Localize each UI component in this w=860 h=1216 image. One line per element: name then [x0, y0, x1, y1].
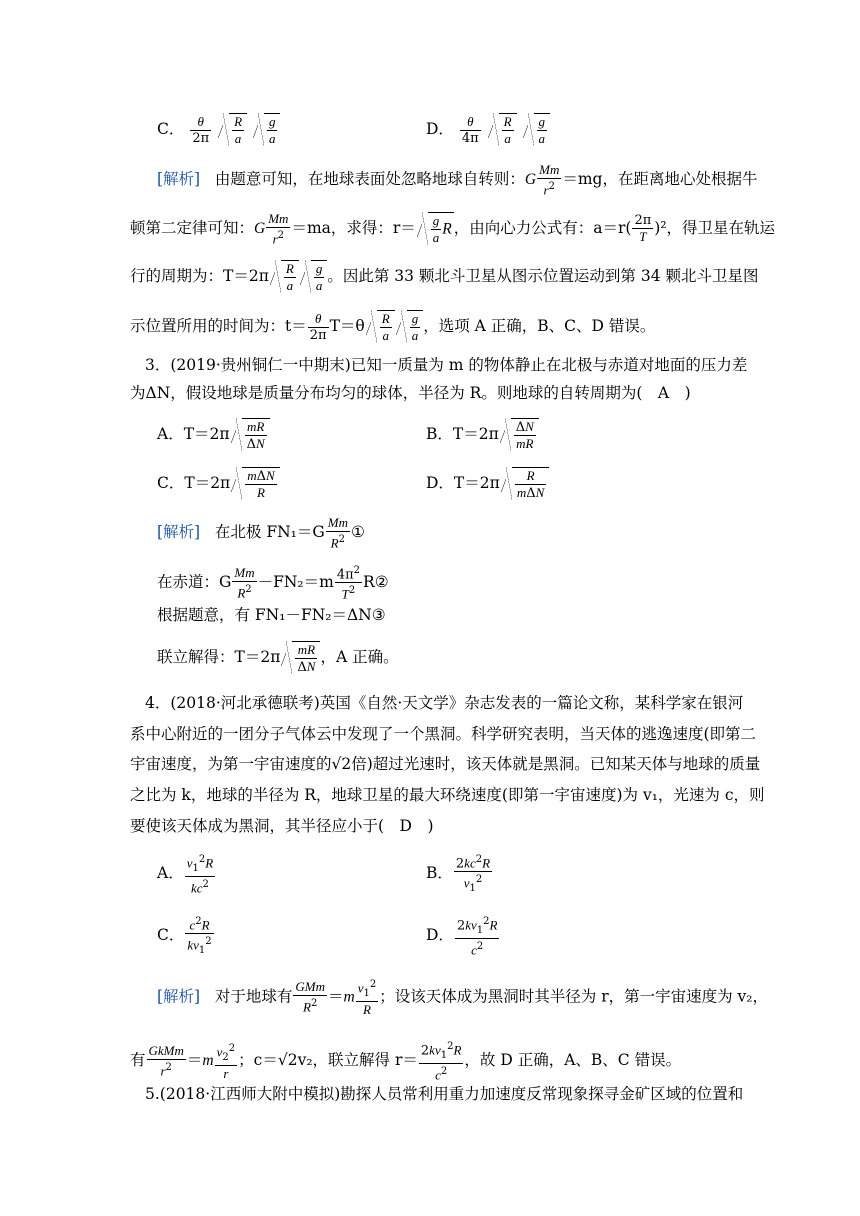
q4-analysis-line-2: 有 $\frac{\text{GkMm}}{r^2}$ ＝m $\frac{v_2^2}{r}$ ；c＝√2v₂，联立解得 r＝ $\frac{2kv_1^2R}{c^2}$ ，故 D 正确，A、B、C 错误。 [130, 1041, 682, 1083]
q2-analysis-line-2: 顿第二定律可知：G $\frac{Mm}{r^2}$ ＝ma，求得：r＝ $\frac{g}{a}$ R ，由向心力公式有：a＝r( $\frac{2\pi}{T}$ )²，得卫星在轨运 [130, 211, 776, 247]
q3-stem-line-2: 为ΔN，假设地球是质量分布均匀的球体，半径为 R。则地球的自转周期为( A ) [130, 384, 691, 402]
q3-analysis-line-1: [解析] 在北极 FN₁＝G $\frac{Mm}{R^2}$ ① [157, 515, 365, 551]
q5-stem-line-1: 5.(2018·江西师大附中模拟)勘探人员常利用重力加速度反常现象探寻金矿区域的位置和 [145, 1085, 744, 1103]
q3-option-b: B．T＝2π $\frac{\Delta N}{mR}$ [426, 418, 539, 452]
q3-stem-line-1: 3．(2019·贵州铜仁一中期末)已知一质量为 m 的物体静止在北极与赤道对地面的压力差 [145, 356, 748, 374]
analysis-tag: [解析] [157, 523, 201, 542]
q3-analysis-line-3: 根据题意，有 FN₁－FN₂＝ΔN③ [157, 606, 386, 624]
q4-stem-line-3: 宇宙速度，为第一宇宙速度的√2倍)超过光速时，该天体就是黑洞。已知某天体与地球的质量 [130, 755, 761, 773]
analysis-tag: [解析] [157, 987, 201, 1006]
q3-analysis-line-2: 在赤道：G $\frac{Mm}{R^2}$ －FN₂＝m $\frac{4\pi^2}{T^2}$ R② [157, 564, 389, 602]
q2-option-d: D． $\frac{\theta}{4\pi}$ $\frac{R}{a}$ $\frac{g}{a}$ [426, 113, 550, 147]
q4-option-b: B． $\frac{2kc^2R}{v_1^2}$ [426, 854, 491, 895]
q4-stem-line-4: 之比为 k，地球的半径为 R，地球卫星的最大环绕速度(即第一宇宙速度)为 v₁，光速为 c，则 [130, 786, 765, 804]
analysis-tag: [解析] [157, 170, 201, 189]
q4-option-d: D． $\frac{2kv_1^2R}{c^2}$ [426, 916, 498, 958]
q2-analysis-line-1: [解析] 由题意可知，在地球表面处忽略地球自转则：G $\frac{Mm}{r^2}$ ＝mg，在距离地心处根据牛 [157, 162, 758, 198]
q3-analysis-line-4: 联立解得：T＝2π $\frac{mR}{\Delta N}$ ，A 正确。 [157, 642, 399, 675]
q3-option-c: C．T＝2π $\frac{\text{mΔN}}{R}$ [157, 467, 280, 501]
q3-option-a: A．T＝2π $\frac{mR}{\Delta N}$ [157, 418, 270, 452]
q4-option-c: C． $\frac{c^2R}{kv_1^2}$ [157, 916, 212, 957]
q4-stem-line-1: 4．(2018·河北承德联考)英国《自然·天文学》杂志发表的一篇论文称，某科学家在银河 [145, 694, 744, 712]
q2-option-c: C． $\frac{\theta}{2\pi}$ $\frac{R}{a}$ $\frac{g}{a}$ [157, 113, 280, 147]
q2-analysis-line-3: 行的周期为：T＝2π $\frac{R}{a}$ $\frac{g}{a}$ 。因此第 33 颗北斗卫星从图示位置运动到第 34 颗北斗卫星图 [130, 261, 759, 293]
q2-analysis-line-4: 示位置所用的时间为：t＝ $\frac{\theta}{2\pi}$ T＝θ $\frac{R}{a}$ $\frac{g}{a}$ ，选项 A 正确，B、C、D 错误。 [130, 311, 656, 343]
q4-analysis-line-1: [解析] 对于地球有 $\frac{\text{GMm}}{R^2}$ ＝m $\frac{v_1^2}{R}$ ；设该天体成为黑洞时其半径为 r，第一宇宙速度为 v₂， [157, 979, 769, 1017]
q4-option-a: A． $\frac{v_1^2R}{kc^2}$ [157, 854, 214, 896]
q3-option-d: D．T＝2π $\frac{R}{\text{mΔN}}$ [426, 467, 549, 501]
q4-stem-line-2: 系中心附近的一团分子气体云中发现了一个黑洞。科学研究表明，当天体的逃逸速度(即第二 [130, 725, 757, 743]
q4-stem-line-5: 要使该天体成为黑洞，其半径应小于( D ) [130, 817, 434, 835]
